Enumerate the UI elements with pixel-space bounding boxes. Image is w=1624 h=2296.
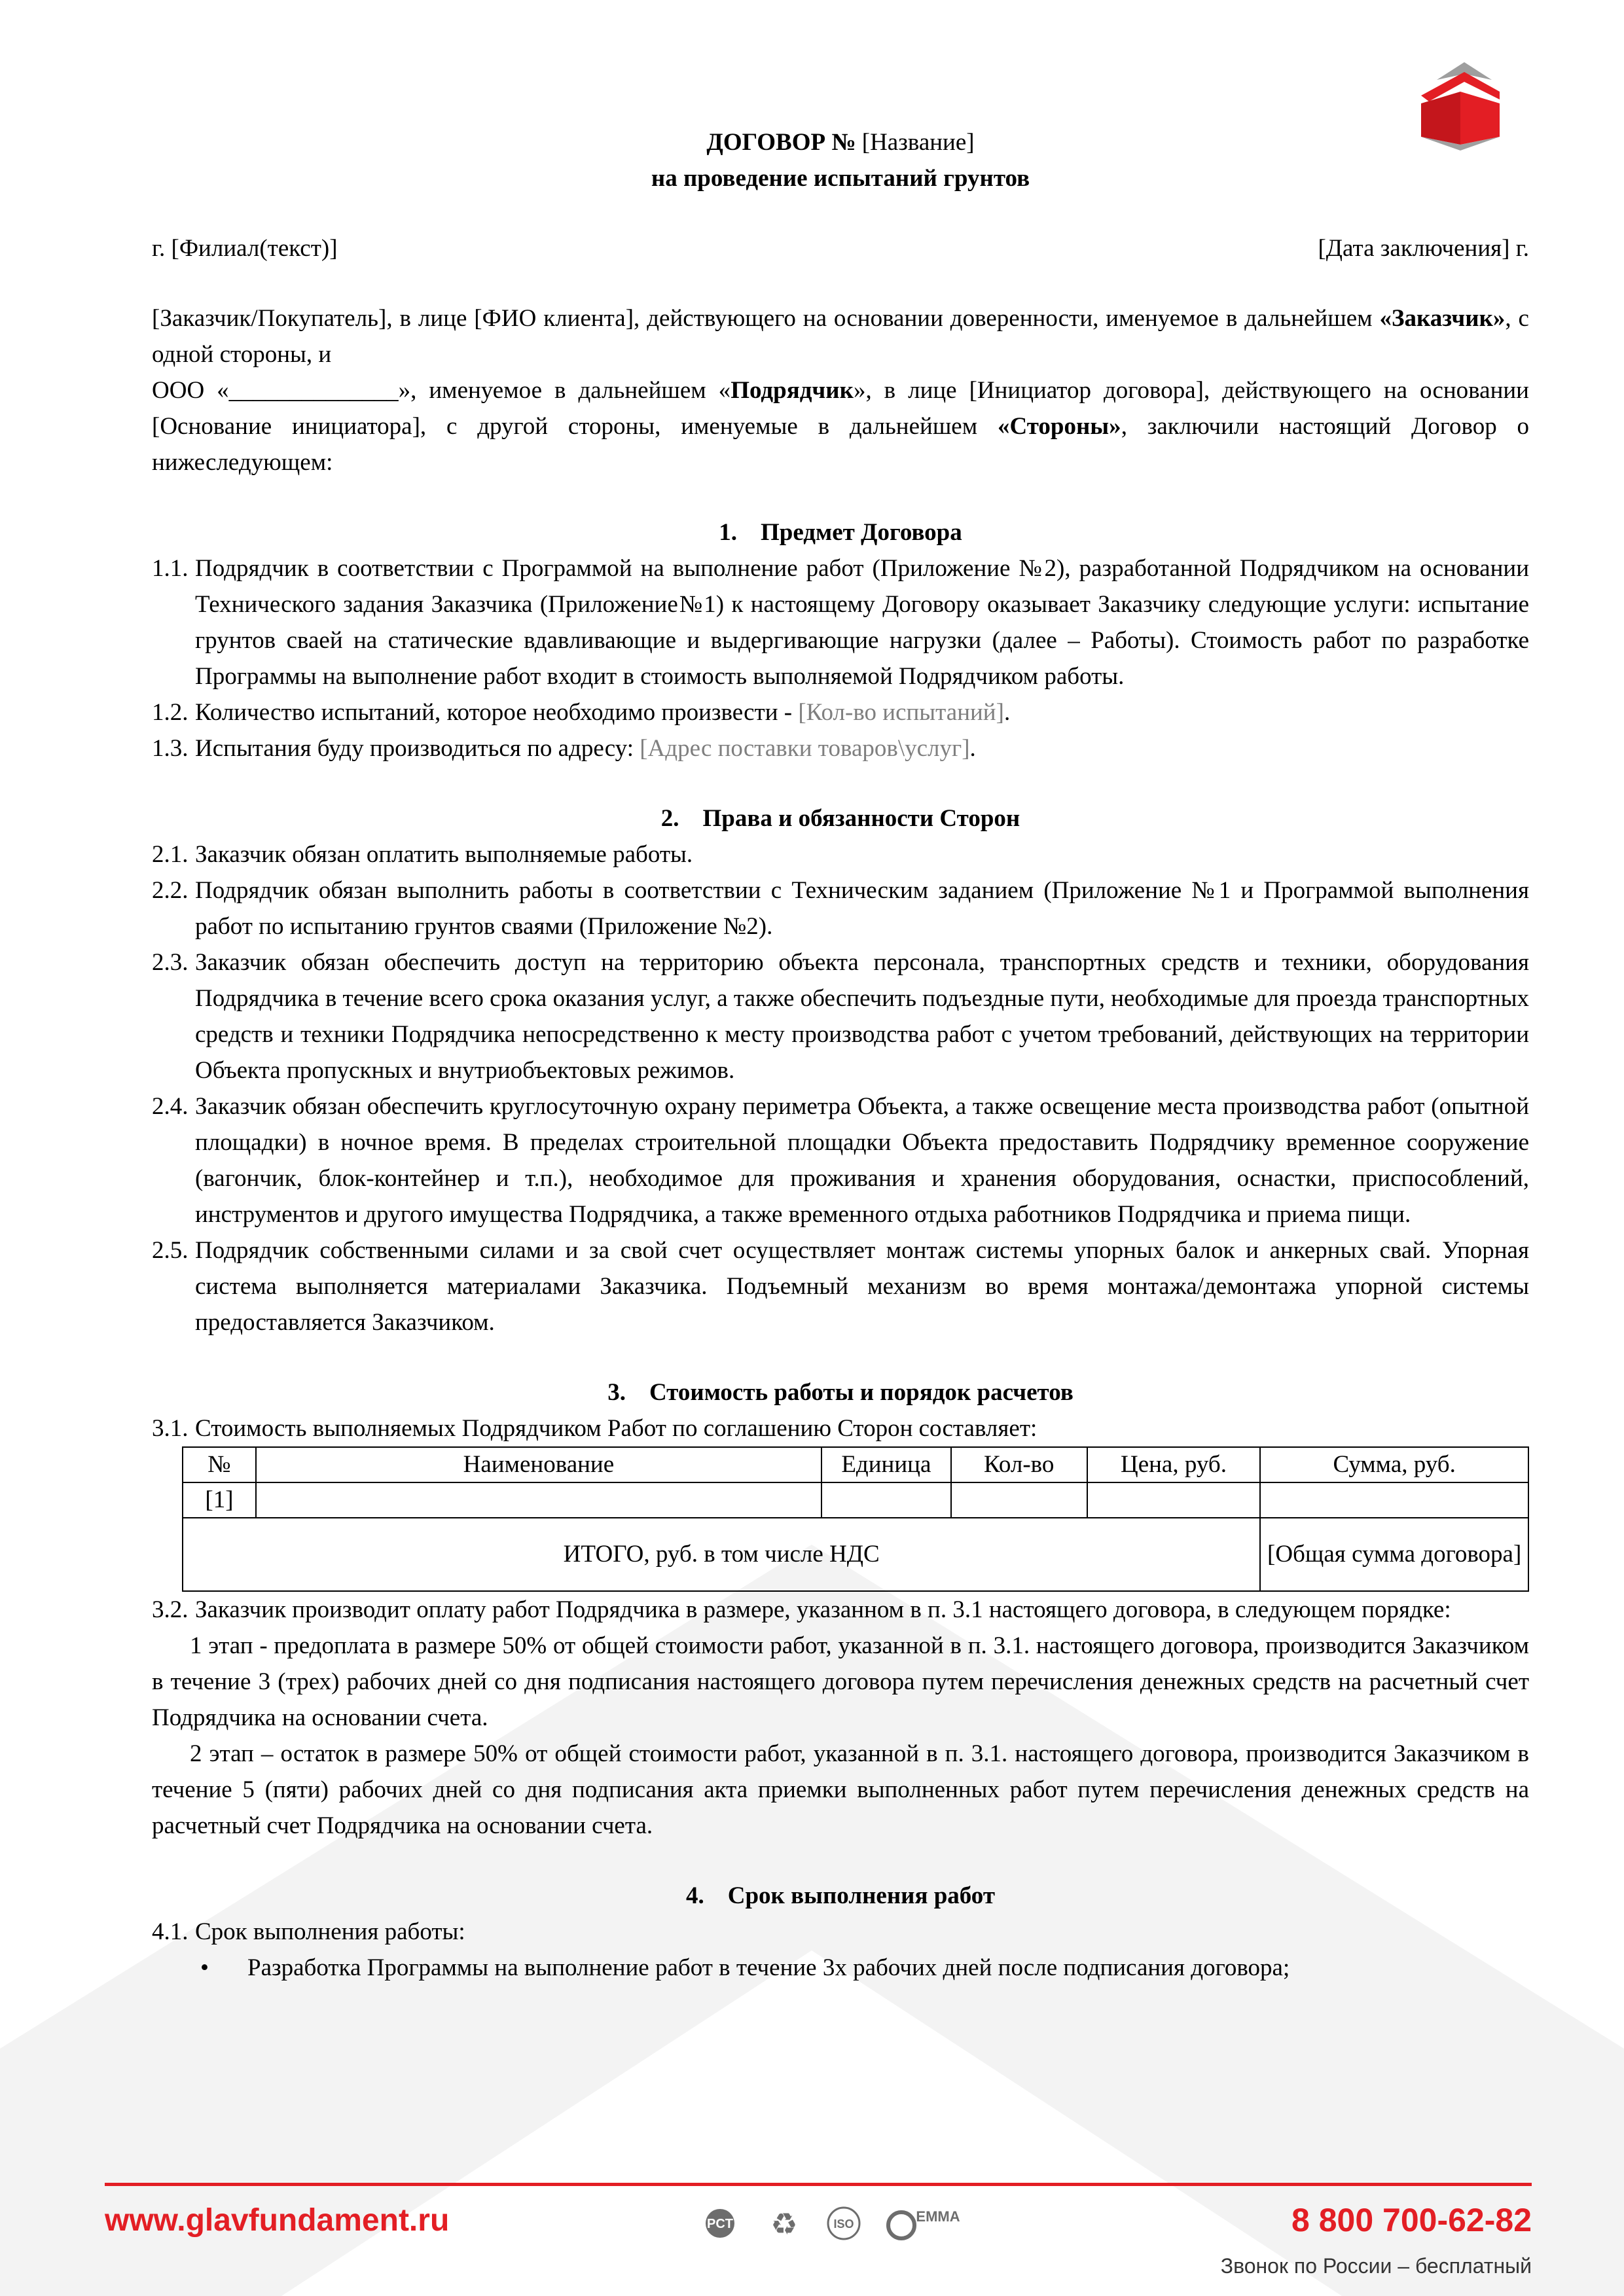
contract-name-placeholder: [Название] [856,129,975,156]
clause-2-1: 2.1. Заказчик обязан оплатить выполняемые работы. [152,841,693,868]
footer-divider [105,2183,1532,2186]
table-cell: [1] [183,1482,256,1518]
table-row [183,1482,1528,1518]
city-placeholder: г. [Филиал(текст)] [152,235,338,262]
contract-title: ДОГОВОР № [Название] [706,129,975,156]
payment-stage-1: 1 этап - предоплата в размере 50% от общей стоимости работ, указанной в п. 3.1. настоящего договора, производится Заказчиком в течение 3 (трех) рабочих дней со дня подписания настоящего договора путем перечисления денежных средств на расчетный счет Подрядчика на основании счета. [152,1632,1529,1731]
table-cell [821,1482,951,1518]
website-link[interactable]: www.glavfundament.ru [105,2203,450,2238]
clause-1-1: 1.1. Подрядчик в соответствии с Программой на выполнение работ (Приложение №2), разработанной Подрядчиком на основании Технического задания Заказчика (Приложение№1) к настоящему Договору оказывает Заказчику следующие услуги: испытание грунтов сваей на статические вдавливающие и выдергивающие нагрузки (далее – Работы). Стоимость работ по разработке Программы на выполнение работ входит в стоимость выполняемой Подрядчиком работы. [152,555,1529,690]
total-value: [Общая сумма договора] [1260,1518,1528,1591]
table-header-cell: № [183,1447,256,1482]
section-4-heading: 4. Срок выполнения работ [686,1882,995,1909]
table-cell [256,1482,821,1518]
clause-3-1: 3.1. Стоимость выполняемых Подрядчиком Работ по соглашению Сторон составляет: [152,1415,1038,1442]
table-header-cell: Кол-во [951,1447,1087,1482]
clause-1-2: 1.2. Количество испытаний, которое необходимо произвести - [Кол-во испытаний]. [152,699,1011,726]
phone-number[interactable]: 8 800 700-62-82 [1291,2202,1532,2238]
clause-2-2: 2.2. Подрядчик обязан выполнить работы в соответствии с Техническим заданием (Приложение №1 и Программой выполнения работ по испытанию грунтов сваями (Приложение №2). [152,877,1529,940]
section-3-heading: 3. Стоимость работы и порядок расчетов [607,1379,1074,1406]
cost-table [182,1446,1529,1592]
recycle-icon [767,2206,802,2251]
table-header-cell: Единица [821,1447,951,1482]
table-header-cell: Наименование [256,1447,821,1482]
svg-text:♻: ♻ [770,2206,798,2241]
clause-3-2: 3.2. Заказчик производит оплату работ Подрядчика в размере, указанном в п. 3.1 настоящего договора, в следующем порядке: [152,1596,1451,1623]
table-header-cell: Сумма, руб. [1260,1447,1528,1482]
table-header-cell: Цена, руб. [1087,1447,1261,1482]
clause-1-3: 1.3. Испытания буду производиться по адресу: [Адрес поставки товаров\услуг]. [152,735,976,762]
certification-icons [704,2206,977,2251]
date-placeholder: [Дата заключения] г. [1318,235,1529,262]
address-placeholder: [Адрес поставки товаров\услуг] [640,735,970,762]
phone-note: Звонок по России – бесплатный [1220,2254,1532,2278]
svg-text:PCT: PCT [707,2217,733,2231]
tests-count-placeholder: [Кол-во испытаний] [798,699,1004,726]
section-1-heading: 1. Предмет Договора [719,519,962,546]
svg-text:ISO: ISO [833,2217,854,2231]
gemma-certification-icon [886,2206,977,2251]
table-cell [951,1482,1087,1518]
preamble-customer: [Заказчик/Покупатель], в лице [ФИО клиента], действующего на основании доверенности, именуемое в дальнейшем «Заказчик», с одной стороны, и [152,305,1529,368]
iso-certification-icon [824,2206,863,2251]
total-label: ИТОГО, руб. в том числе НДС [183,1518,1260,1591]
clause-2-3: 2.3. Заказчик обязан обеспечить доступ на территорию объекта персонала, транспортных средств и техники, оборудования Подрядчика в течение всего срока оказания услуг, а также обеспечить подъездные пути, необходимые для проезда транспортных средств и техники Подрядчика непосредственно к месту производства работ с учетом требований, действующих на территории Объекта пропускных и внутриобъектовых режимов. [152,949,1529,1084]
list-item: • Разработка Программы на выполнение работ в течение 3х рабочих дней после подписания договора; [152,1950,1529,1986]
table-total-row [183,1518,1528,1591]
payment-stage-2: 2 этап – остаток в размере 50% от общей стоимости работ, указанной в п. 3.1. настоящего договора, производится Заказчиком в течение 5 (пяти) рабочих дней со дня подписания акта приемки выполненных работ путем перечисления денежных средств на расчетный счет Подрядчика на основании счета. [152,1740,1529,1839]
table-cell [1087,1482,1261,1518]
contract-subtitle: на проведение испытаний грунтов [651,165,1030,192]
clause-4-1: 4.1. Срок выполнения работы: [152,1918,465,1945]
clause-2-4: 2.4. Заказчик обязан обеспечить круглосуточную охрану периметра Объекта, а также освещение места производства работ (опытной площадки) в ночное время. В пределах строительной площадки Объекта предоставить Подрядчику временное сооружение (вагончик, блок-контейнер и т.п.), необходимое для проживания и хранения оборудования, оснастки, приспособлений, инструментов и другого имущества Подрядчика, а также временного отдыха работников Подрядчика и приема пищи. [152,1093,1529,1228]
gost-certification-icon [704,2207,744,2250]
clause-2-5: 2.5. Подрядчик собственными силами и за свой счет осуществляет монтаж системы упорных балок и анкерных свай. Упорная система выполняется материалами Заказчика. Подъемный механизм во время монтажа/демонтажа упорной системы предоставляется Заказчиком. [152,1237,1529,1336]
table-header-row [183,1447,1528,1482]
svg-text:EMMA: EMMA [916,2208,960,2225]
section-2-heading: 2. Права и обязанности Сторон [660,805,1020,832]
bullet-icon: • [200,1954,209,1981]
place-date-row [152,230,1529,266]
table-cell [1260,1482,1528,1518]
preamble-contractor: ООО «______________», именуемое в дальнейшем «Подрядчик», в лице [Инициатор договора], действующего на основании [Основание инициатора], с другой стороны, именуемые в дальнейшем «Стороны», заключили настоящий Договор о нижеследующем: [152,377,1530,476]
document-body [152,124,1529,1986]
